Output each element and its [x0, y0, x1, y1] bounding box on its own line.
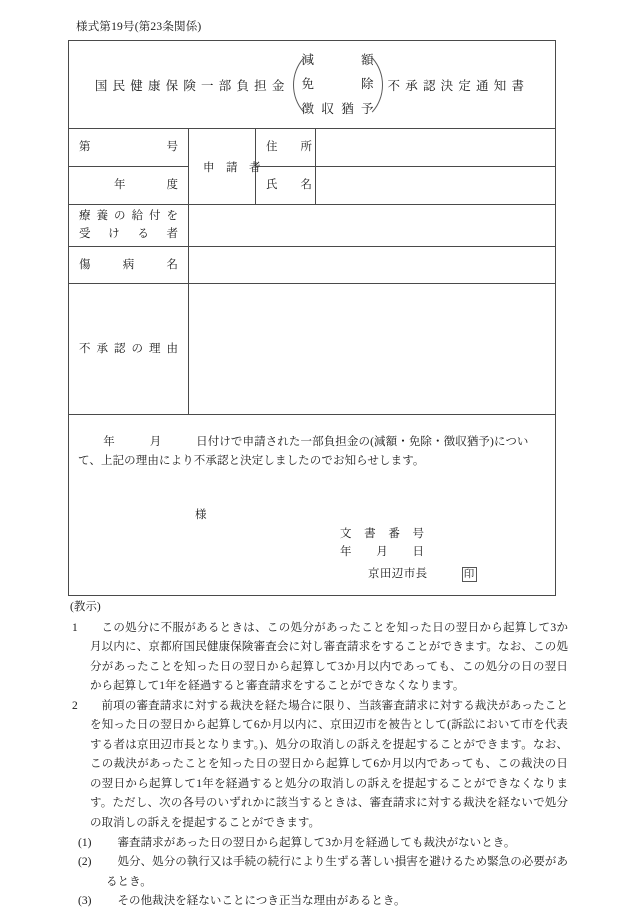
instruction-sub-text: 処分、処分の執行又は手続の続行により生ずる著しい損害を避けるため緊急の必要があるとき。: [106, 856, 568, 888]
recipient-label-cell: [69, 205, 189, 247]
recipient-label-line1: 療養の給付を: [79, 210, 178, 223]
instruction-item: [68, 619, 568, 697]
brace-options-group: [293, 48, 383, 121]
brace-option-deferral: 徴収猶予: [301, 101, 374, 116]
addressee-line: [78, 471, 546, 525]
name-label: 氏 名: [266, 179, 312, 192]
issuer-line: [340, 565, 546, 583]
signature-block: [78, 525, 546, 584]
year-label-cell: [69, 167, 189, 205]
recipient-label-line2: 受 け る 者: [79, 227, 178, 240]
recipient-value-cell[interactable]: [189, 205, 556, 247]
notice-paragraph: 年 月 日付けで申請された一部負担金の(減額・免除・徴収猶予)について、上記の理由により不承認と決定しましたのでお知らせします。: [78, 436, 529, 467]
reason-label: 不承認の理由: [79, 342, 178, 355]
brace-option-exemption: 免 除: [301, 77, 374, 92]
name-value-cell[interactable]: [316, 167, 556, 205]
form-title-tail: 不承認決定通知書: [387, 78, 530, 93]
address-value-cell[interactable]: [316, 129, 556, 167]
form-number: 様式第19号(第23条関係): [76, 21, 202, 33]
instruction-sub-text: 審査請求があった日の翌日から起算して3か月を経過しても裁決がないとき。: [117, 836, 516, 849]
addressee-suffix: 様: [195, 509, 207, 522]
title-row: [69, 41, 556, 129]
address-label: 住 所: [266, 141, 312, 154]
instruction-sub-text: その他裁決を経ないことにつき正当な理由があるとき。: [117, 895, 406, 908]
form-title-cell: [69, 41, 556, 129]
notice-row: [69, 415, 556, 596]
instruction-sub-number: (2): [78, 856, 92, 869]
issuer-name: 京田辺市長: [368, 568, 428, 581]
instruction-number: 1: [72, 621, 78, 634]
disease-row: [69, 247, 556, 284]
number-label: 第 号: [79, 141, 178, 154]
instruction-number: 2: [72, 699, 78, 712]
instructions-heading: (教示): [70, 601, 101, 613]
number-label-cell: [69, 129, 189, 167]
seal-icon: 印: [462, 567, 477, 582]
document-number-label: 文 書 番 号: [340, 527, 424, 540]
year-label: 年 度: [79, 179, 178, 192]
reason-value-cell[interactable]: [189, 284, 556, 415]
instruction-item: [68, 697, 568, 834]
applicant-label-cell: [189, 129, 261, 205]
instruction-text: 前項の審査請求に対する裁決を経た場合に限り、当該審査請求に対する裁決があったことを知った日の翌日から起算して6か月以内に、京田辺市を被告として(訴訟において市を代表する者は京田辺市長となります。)、処分の取消しの訴えを提起することができます。なお、この裁決があったことを知った日の翌日から起算して6か月以内であっても、この裁決の日の翌日から起算して1年を経過すると処分の取消しの訴えを提起することができなくなります。ただし、次の各号のいずれかに該当するときは、審査請求に対する裁決を経ないで処分の取消しの訴えを提起することができます。: [90, 699, 568, 830]
reason-label-cell: [69, 284, 189, 415]
form-title-main: 国民健康保険一部負担金: [94, 78, 290, 93]
disease-label-cell: [69, 247, 189, 284]
instruction-text: この処分に不服があるときは、この処分があったことを知った日の翌日から起算して3か月以内に、京都府国民健康保険審査会に対し審査請求をすることができます。なお、この処分があったことを知った日の翌日から起算して3か月以内であっても、この処分の日の翌日から起算して1年を経過すると審査請求をすることができなくなります。: [90, 621, 568, 693]
instruction-sub-item: [68, 853, 568, 892]
reason-row: [69, 284, 556, 415]
number-row: [69, 129, 556, 167]
year-row: [69, 167, 556, 205]
instruction-sub-number: (1): [78, 836, 92, 849]
instruction-sub-item: [68, 834, 568, 854]
notification-form-table: [68, 40, 556, 596]
disease-value-cell[interactable]: [189, 247, 556, 284]
address-label-cell: [256, 129, 316, 167]
recipient-row: [69, 205, 556, 247]
brace-option-reduction: 減 額: [301, 52, 374, 67]
instructions-section: [68, 598, 568, 912]
notice-cell: [69, 415, 556, 596]
applicant-label: 申 請 者: [203, 161, 261, 174]
instruction-sub-item: [68, 892, 568, 912]
issue-date-label: 年 月 日: [340, 545, 424, 558]
name-label-cell: [256, 167, 316, 205]
instruction-sub-number: (3): [78, 895, 92, 908]
disease-label: 傷 病 名: [79, 258, 178, 271]
